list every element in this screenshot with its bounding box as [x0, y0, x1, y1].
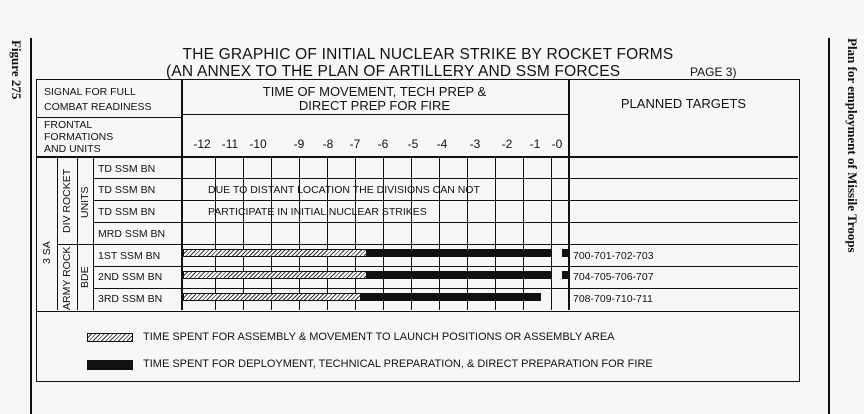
planned-targets-header: PLANNED TARGETS — [620, 96, 747, 111]
unit-name: 2ND SSM BN — [98, 271, 163, 283]
chapter-side-title: Plan for employment of Missile Troops — [845, 38, 860, 253]
frontal-label-line1: FRONTAL — [44, 119, 93, 131]
strike-graphic-table — [36, 79, 800, 312]
division-note-line2: PARTICIPATE IN INITIAL NUCLEAR STRIKES — [208, 206, 427, 218]
time-header-line2: DIRECT PREP FOR FIRE — [298, 98, 451, 113]
time-tick: -12 — [193, 137, 211, 151]
unit-name: TD SSM BN — [98, 163, 156, 175]
frontal-label-line3: AND UNITS — [44, 143, 101, 155]
unit-name: TD SSM BN — [98, 184, 156, 196]
div-rocket-label: DIV ROCKET — [61, 168, 73, 234]
legend-solid-swatch — [87, 360, 133, 370]
page-subtitle: (AN ANNEX TO THE PLAN OF ARTILLERY AND SSM FORCES — [166, 63, 621, 80]
time-tick: -11 — [221, 137, 239, 151]
division-note-line1: DUE TO DISTANT LOCATION THE DIVISIONS CAN NOT — [208, 184, 480, 196]
army-bde-label: BDE — [79, 266, 91, 288]
signal-label-line1: SIGNAL FOR FULL — [44, 86, 136, 98]
assembly-bar-3rd — [183, 293, 361, 301]
deployment-bar-2nd — [367, 271, 551, 279]
planned-target-1st: 700-701-702-703 — [573, 250, 654, 262]
time-tick: -3 — [469, 137, 481, 151]
unit-name: TD SSM BN — [98, 206, 156, 218]
unit-name: 1ST SSM BN — [98, 250, 161, 262]
time-tick: -6 — [377, 137, 389, 151]
page-title: THE GRAPHIC OF INITIAL NUCLEAR STRIKE BY ROCKET FORMS — [182, 46, 674, 63]
assembly-bar-2nd — [183, 271, 367, 279]
time-tick: -4 — [436, 137, 448, 151]
signal-label-line2: COMBAT READINESS — [44, 101, 152, 113]
unit-name: 3RD SSM BN — [98, 293, 163, 305]
time-tick: -0 — [551, 137, 563, 151]
time-tick: -8 — [322, 137, 334, 151]
time-header-line1: TIME OF MOVEMENT, TECH PREP & — [262, 84, 487, 99]
legend-solid-label: TIME SPENT FOR DEPLOYMENT, TECHNICAL PREPARATION, & DIRECT PREPARATION FOR FIRE — [143, 358, 653, 370]
div-units-label: UNITS — [79, 186, 91, 218]
army-level-label: 3 SA — [41, 241, 53, 265]
page-label: PAGE 3) — [690, 65, 737, 79]
time-tick: -9 — [293, 137, 305, 151]
planned-target-3rd: 708-709-710-711 — [573, 293, 653, 305]
figure-number-side-label: Figure 275 — [9, 40, 24, 100]
deployment-mark-2nd — [562, 271, 568, 279]
frontal-label-line2: FORMATIONS — [44, 131, 114, 143]
time-tick: -2 — [501, 137, 513, 151]
deployment-bar-1st — [367, 249, 551, 257]
legend-hatched-label: TIME SPENT FOR ASSEMBLY & MOVEMENT TO LAUNCH POSITIONS OR ASSEMBLY AREA — [143, 331, 615, 343]
time-tick: -10 — [249, 137, 267, 151]
legend — [36, 312, 800, 382]
time-tick: -7 — [349, 137, 361, 151]
army-rock-label: ARMY ROCK — [61, 246, 73, 310]
legend-hatched-swatch — [87, 333, 133, 342]
planned-target-2nd: 704-705-706-707 — [573, 271, 654, 283]
deployment-mark-1st — [562, 249, 568, 257]
unit-name: MRD SSM BN — [98, 228, 166, 240]
time-tick: -1 — [529, 137, 541, 151]
deployment-bar-3rd — [361, 293, 541, 301]
assembly-bar-1st — [183, 249, 367, 257]
time-tick: -5 — [407, 137, 419, 151]
